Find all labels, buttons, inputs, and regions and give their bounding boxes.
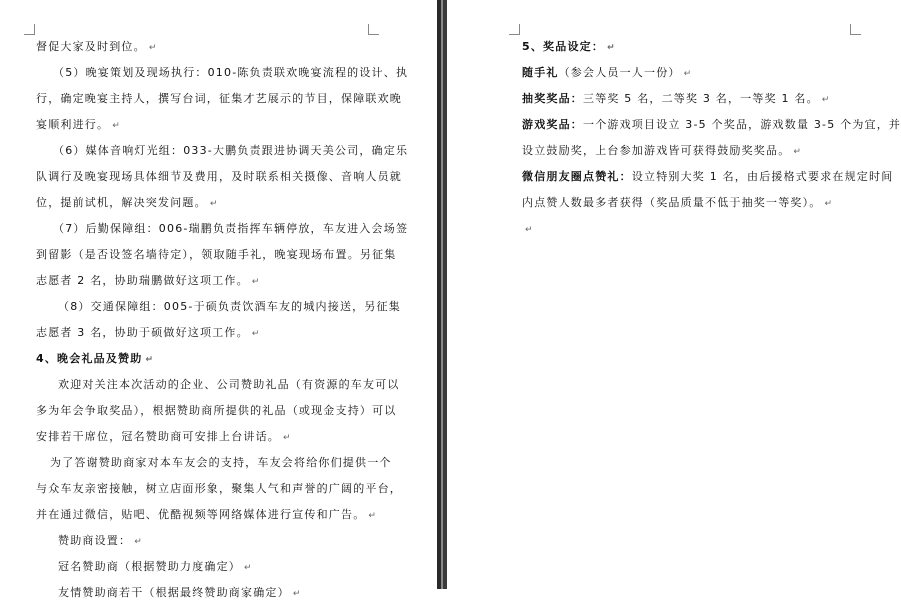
line-text: 设立特别大奖 1 名，由后援格式要求在规定时间 [631,170,894,183]
paragraph-mark-icon: ↵ [148,43,157,53]
paragraph-mark-icon: ↵ [112,121,120,131]
paragraph-mark-icon: ↵ [824,199,833,209]
bold-label: 微信朋友圈点赞礼： [522,170,632,183]
line-text: 设立鼓励奖，上台参加游戏皆可获得鼓励奖奖品。 [522,144,791,157]
line-text: （6）媒体音响灯光组：033-大鹏负责跟进协调天美公司，确定乐 [53,144,409,157]
line-text: 欢迎对关注本次活动的企业、公司赞助礼品（有资源的车友可以 [58,378,400,391]
paragraph-mark-icon: ↵ [244,563,252,573]
line-text: 行，确定晚宴主持人，撰写台词，征集才艺展示的节目，保障联欢晚 [36,92,402,105]
page-text-left [36,34,409,606]
text-line [36,86,402,112]
page-text-right [522,34,901,242]
line-text: 内点赞人数最多者获得（奖品质量不低于抽奖一等奖）。 [522,196,822,209]
paragraph-mark-icon: ↵ [251,329,260,339]
text-line [36,216,409,242]
text-line [36,294,401,320]
text-line [36,34,376,60]
paragraph-mark-icon: ↵ [368,511,376,521]
text-line [522,60,862,86]
text-line [522,164,894,190]
line-text: 冠名赞助商（根据赞助力度确定） [58,560,241,573]
bold-label: 游戏奖品： [522,118,583,131]
line-text: （8）交通保障组：005-于硕负责饮酒车友的城内接送，另征集 [58,300,401,313]
line-text: 为了答谢赞助商家对本车友会的支持，车友会将给你们提供一个 [50,456,392,469]
line-text: （5）晚宴策划及现场执行：010-陈负责联欢晚宴流程的设计、执 [53,66,409,79]
paragraph-mark-icon: ↵ [283,433,291,443]
text-line [36,476,402,502]
text-line [36,138,409,164]
paragraph-mark-icon: ↵ [134,537,142,547]
document-page-left [0,0,437,599]
text-line [36,398,397,424]
page-divider [437,0,447,589]
text-line [36,268,376,294]
text-line [36,60,409,86]
line-text: （参会人员一人一份） [558,66,681,79]
text-line [36,112,376,138]
text-line [36,580,376,606]
text-line [36,320,376,346]
line-text: 到留影（是否设签名墙待定），领取随手礼，晚宴现场布置。另征集 [36,248,397,261]
line-text: 多为年会争取奖品），根据赞助商所提供的礼品（或现金支持）可以 [36,404,397,417]
paragraph-mark-icon: ↵ [683,69,692,79]
crop-mark-top-left [509,24,520,35]
line-text: 赞助商设置： [58,534,132,547]
line-text: 三等奖 5 名，二等奖 3 名，一等奖 1 名。 [583,92,819,105]
paragraph-mark-icon: ↵ [145,355,154,365]
text-line [522,190,862,216]
line-text: 与众车友亲密接触，树立店面形象，聚集人气和声誉的广阔的平台， [36,482,402,495]
paragraph-mark-icon: ↵ [525,225,533,235]
line-text: 安排若干席位，冠名赞助商可安排上台讲话。 [36,430,280,443]
line-text: （7）后勤保障组：006-瑞鹏负责指挥车辆停放，车友进入会场签 [53,222,409,235]
line-text: 志愿者 2 名，协助瑞鹏做好这项工作。 [36,274,249,287]
text-line [36,346,376,372]
line-text: 并在通过微信，贴吧、优酷视频等网络媒体进行宣传和广告。 [36,508,366,521]
paragraph-mark-icon: ↵ [793,147,801,157]
line-text: 队调行及晚宴现场具体细节及费用，及时联系相关摄像、音响人员就 [36,170,402,183]
paragraph-mark-icon: ↵ [607,43,615,53]
text-line [36,528,376,554]
paragraph-mark-icon: ↵ [251,277,260,287]
crop-mark-top-left [24,24,35,35]
text-line [36,450,392,476]
text-line [36,242,397,268]
text-line [522,34,862,60]
document-page-right [447,0,900,589]
line-text: 5、奖品设定： [522,40,605,53]
bold-label: 抽奖奖品： [522,92,583,105]
text-line [36,554,376,580]
line-text: 一个游戏项目设立 3-5 个奖品，游戏数量 3-5 个为宜，并 [583,118,901,131]
text-line [36,164,402,190]
text-line [522,138,862,164]
line-text: 友情赞助商若干（根据最终赞助商家确定） [58,586,290,599]
line-text: 志愿者 3 名，协助于硕做好这项工作。 [36,326,249,339]
text-line [522,86,862,112]
line-text: 督促大家及时到位。 [36,40,146,53]
paragraph-mark-icon: ↵ [292,589,301,599]
paragraph-mark-icon: ↵ [209,199,218,209]
text-line [36,190,376,216]
text-line [522,112,901,138]
text-line [36,424,376,450]
line-text: 4、晚会礼品及赞助 [36,352,143,365]
bold-label: 随手礼 [522,66,559,79]
text-line [36,372,400,398]
text-line [36,502,376,528]
text-line [522,216,862,242]
line-text: 宴顺利进行。 [36,118,110,131]
line-text: 位，提前试机，解决突发问题。 [36,196,207,209]
paragraph-mark-icon: ↵ [821,95,830,105]
